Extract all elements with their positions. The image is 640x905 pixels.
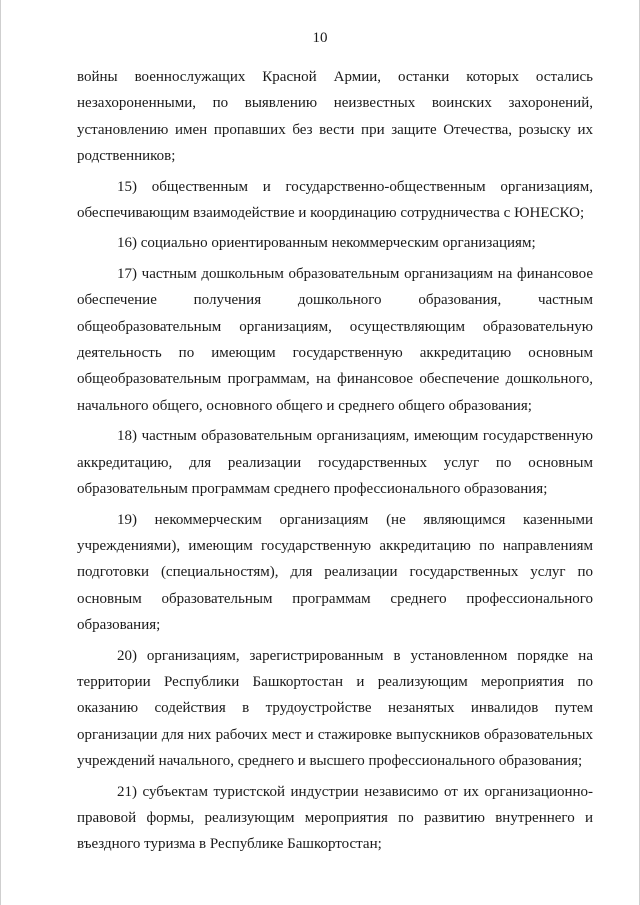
document-body xyxy=(77,64,593,862)
page-number: 10 xyxy=(312,30,328,46)
paragraph-item-20: 20) организациям, зарегистрированным в установленном порядке на территории Республики Башкортостан и реализующим мероприятия по оказанию содействия в трудоустройстве незанятых инвалидов путем организации для них рабочих мест и стажировке выпускников образовательных учреждений начального, среднего и высшего профессионального образования; xyxy=(77,647,593,770)
paragraph-item-18: 18) частным образовательным организациям, имеющим государственную аккредитацию, для реализации государственных услуг по основным образовательным программам среднего профессионального образования; xyxy=(77,428,593,498)
paragraph-item-16: 16) социально ориентированным некоммерческим организациям; xyxy=(117,235,536,252)
paragraph-item-21: 21) субъектам туристской индустрии независимо от их организационно-правовой формы, реализующим мероприятия по развитию внутреннего и въездного туризма в Республике Башкортостан; xyxy=(77,783,593,853)
paragraph-continuation: войны военнослужащих Красной Армии, останки которых остались незахороненными, по выявлению неизвестных воинских захоронений, установлению имен пропавших без вести при защите Отечества, розыску их родственников; xyxy=(77,69,593,165)
paragraph-item-17: 17) частным дошкольным образовательным организациям на финансовое обеспечение получения дошкольного образования, частным общеобразовательным организациям, осуществляющим образовательную деятельность по имеющим государственную аккредитацию основным общеобразовательным программам, на финансовое обеспечение дошкольного, начального общего, основного общего и среднего общего образования; xyxy=(77,265,593,414)
paragraph-item-15: 15) общественным и государственно-общественным организациям, обеспечивающим взаимодействие и координацию сотрудничества с ЮНЕСКО; xyxy=(77,178,593,222)
paragraph-item-19: 19) некоммерческим организациям (не являющимся казенными учреждениями), имеющим государственную аккредитацию по направлениям подготовки (специальностям), для реализации государственных услуг по основным образовательным программам среднего профессионального образования; xyxy=(77,511,593,634)
